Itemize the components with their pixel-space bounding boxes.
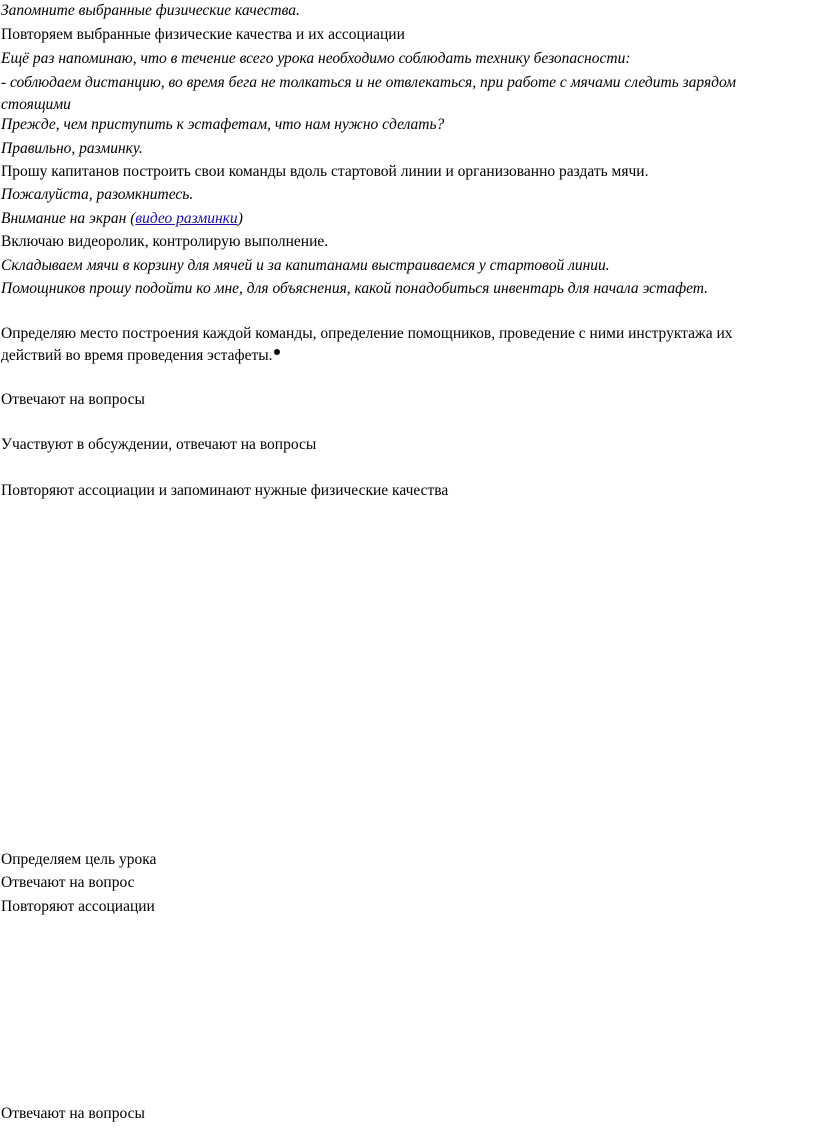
text-line: Прошу капитанов построить свои команды вдоль стартовой линии и организованно раздать мячи. [1, 163, 649, 180]
text-suffix: ) [237, 210, 243, 227]
text-line: Запомните выбранные физические качества. [1, 2, 300, 19]
text-line: Отвечают на вопросы [1, 391, 145, 408]
text-line: Участвуют в обсуждении, отвечают на вопросы [1, 436, 317, 453]
text-paragraph [1, 323, 791, 367]
paragraph-text: Определяю место построения каждой команды, определение помощников, проведение с ними инструктажа их действий во время проведения эстафеты. [1, 325, 733, 364]
text-line: Повторяют ассоциации и запоминают нужные физические качества [1, 482, 449, 499]
text-prefix: Внимание на экран ( [1, 210, 136, 227]
video-link[interactable]: видео разминки [135, 210, 238, 227]
text-line: Пожалуйста, разомкнитесь. [1, 186, 194, 203]
text-line: Повторяем выбранные физические качества и их ассоциации [1, 26, 405, 43]
text-line: Ещё раз напоминаю, что в течение всего урока необходимо соблюдать технику безопасности: [1, 50, 631, 67]
text-line: Определяем цель урока [1, 851, 157, 868]
text-line: Складываем мячи в корзину для мячей и за капитанами выстраиваемся у стартовой линии. [1, 257, 610, 274]
text-paragraph: - соблюдаем дистанцию, во время бега не толкаться и не отвлекаться, при работе с мячами следить зарядом стоящими [1, 74, 737, 113]
text-line: Помощников прошу подойти ко мне, для объяснения, какой понадобиться инвентарь для начала эстафет. [1, 280, 709, 297]
text-line: Повторяют ассоциации [1, 898, 155, 915]
text-line: Отвечают на вопрос [1, 874, 135, 891]
text-line: Правильно, разминку. [1, 140, 143, 157]
bullet-icon [274, 349, 280, 355]
text-line: Включаю видеоролик, контролирую выполнение. [1, 233, 329, 250]
text-line: Прежде, чем приступить к эстафетам, что нам нужно сделать? [1, 116, 445, 133]
text-line-with-link [1, 208, 243, 230]
text-line: Отвечают на вопросы [1, 1105, 145, 1122]
